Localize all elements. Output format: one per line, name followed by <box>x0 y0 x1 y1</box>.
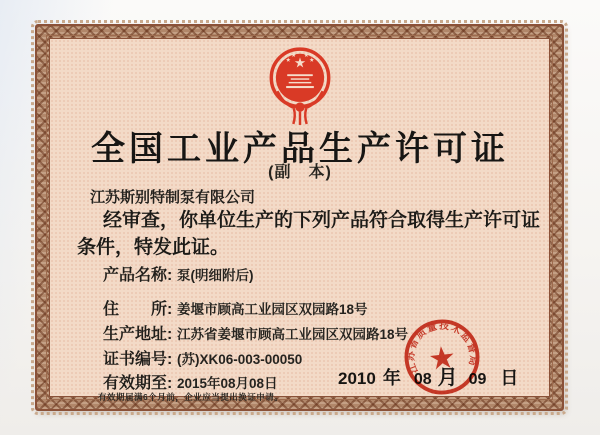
certificate-title: 全国工业产品生产许可证 <box>91 130 509 168</box>
production-address-label: 生产地址: <box>103 326 173 343</box>
field-row-product-name <box>103 262 254 285</box>
company-name: 江苏斯别特制泵有限公司 <box>90 189 256 206</box>
issue-year-label: 年 <box>382 368 401 388</box>
seal-text: 江苏省质量技术监督局 <box>405 320 479 375</box>
issue-month-label: 月 <box>437 367 458 389</box>
certificate-number-value: (苏)XK06-003-00050 <box>177 352 303 367</box>
field-row-production-address <box>103 321 408 344</box>
field-row-residence <box>103 296 368 319</box>
issue-month-value: 08 <box>413 371 432 388</box>
expiry-date-value: 2015年08月08日 <box>177 376 278 391</box>
copy-type-label: (副 本) <box>268 164 332 181</box>
field-row-expiry-date <box>103 370 278 393</box>
residence-value: 姜堰市顾高工业园区双园路18号 <box>177 302 368 317</box>
production-address-value: 江苏省姜堰市顾高工业园区双园路18号 <box>177 327 409 342</box>
field-row-certificate-number <box>103 346 302 369</box>
national-emblem-icon <box>266 44 334 126</box>
expiry-date-label: 有效期至: <box>103 375 173 392</box>
product-name-value: 泵(明细附后) <box>177 268 254 283</box>
official-seal-stamp <box>399 314 485 400</box>
product-name-label: 产品名称: <box>103 267 173 284</box>
certificate-number-label: 证书编号: <box>103 351 173 368</box>
issue-day-value: 09 <box>468 371 487 388</box>
issue-day-label: 日 <box>500 368 519 388</box>
statement-line-1: 经审查，你单位生产的下列产品符合取得生产许可证 <box>103 210 541 231</box>
issue-year-value: 2010 <box>338 369 376 388</box>
renewal-note: 有效期届满6个月前，企业应当提出换证申请。 <box>98 392 284 402</box>
svg-text:江苏省质量技术监督局 <box>400 314 482 376</box>
statement-line-2: 条件，特发此证。 <box>77 237 230 258</box>
residence-label: 住 所: <box>103 301 173 318</box>
